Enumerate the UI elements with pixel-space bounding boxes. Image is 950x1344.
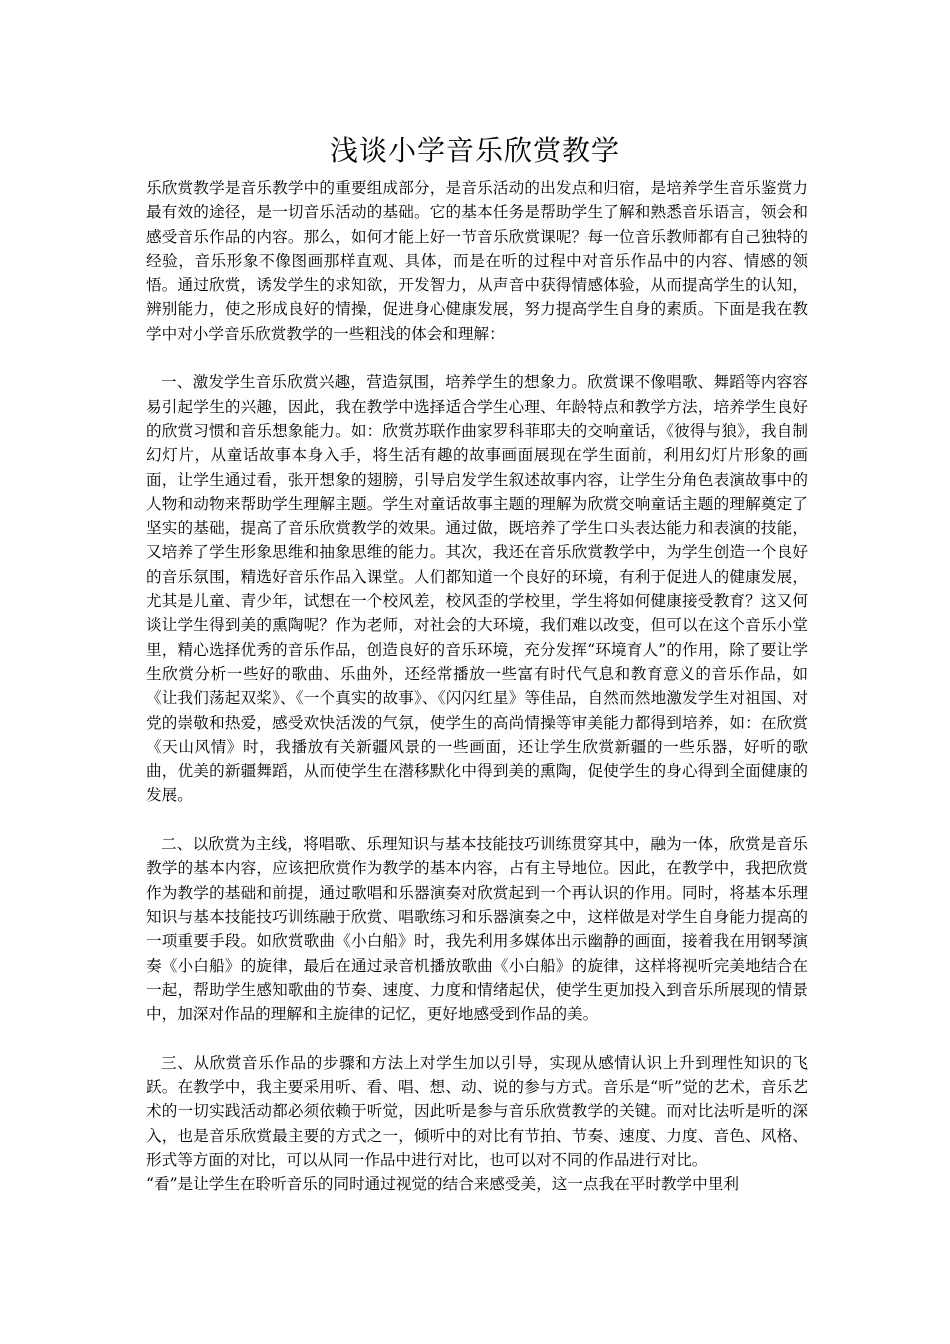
- paragraph-look: “看”是让学生在聆听音乐的同时通过视觉的结合来感受美，这一点我在平时教学中里利: [146, 1175, 739, 1194]
- document-body: [146, 176, 808, 1196]
- paragraph-section-two: 二、以欣赏为主线，将唱歌、乐理知识与基本技能技巧训练贯穿其中，融为一体，欣赏是音乐教学的基本内容，应该把欣赏作为教学的基本内容，占有主导地位。因此，在教学中，我把欣赏作为教学的基础和前提，通过歌唱和乐器演奏对欣赏起到一个再认识的作用。同时，将基本乐理知识与基本技能技巧训练融于欣赏、唱歌练习和乐器演奏之中，这样做是对学生自身能力提高的一项重要手段。如欣赏歌曲《小白船》时，我先利用多媒体出示幽静的画面，接着我在用钢琴演奏《小白船》的旋律，最后在通过录音机播放歌曲《小白船》的旋律，这样将视听完美地结合在一起，帮助学生感知歌曲的节奏、速度、力度和情绪起伏，使学生更加投入到音乐所展现的情景中，加深对作品的理解和主旋律的记忆，更好地感受到作品的美。: [146, 835, 808, 1024]
- paragraph-section-three: 三、从欣赏音乐作品的步骤和方法上对学生加以引导，实现从感情认识上升到理性知识的飞跃。在教学中，我主要采用听、看、唱、想、动、说的参与方式。音乐是“听”觉的艺术，音乐艺术的一切实践活动都必须依赖于听觉，因此听是参与音乐欣赏教学的关键。而对比法听是听的深入，也是音乐欣赏最主要的方式之一，倾听中的对比有节拍、节奏、速度、力度、音色、风格、形式等方面的对比，可以从同一作品中进行对比，也可以对不同的作品进行对比。: [146, 1053, 808, 1169]
- paragraph-section-one: 一、激发学生音乐欣赏兴趣，营造氛围，培养学生的想象力。欣赏课不像唱歌、舞蹈等内容容易引起学生的兴趣，因此，我在教学中选择适合学生心理、年龄特点和教学方法，培养学生良好的欣赏习惯和音乐想象能力。如：欣赏苏联作曲家罗科菲耶夫的交响童话，《彼得与狼》，我自制幻灯片，从童话故事本身入手，将生活有趣的故事画面展现在学生面前，利用幻灯片形象的画面，让学生通过看，张开想象的翅膀，引导启发学生叙述故事内容，让学生分角色表演故事中的人物和动物来帮助学生理解主题。学生对童话故事主题的理解为欣赏交响童话主题的理解奠定了坚实的基础，提高了音乐欣赏教学的效果。通过做，既培养了学生口头表达能力和表演的技能，又培养了学生形象思维和抽象思维的能力。其次，我还在音乐欣赏教学中，为学生创造一个良好的音乐氛围，精选好音乐作品入课堂。人们都知道一个良好的环境，有利于促进人的健康发展，尤其是儿童、青少年，试想在一个校风差，校风歪的学校里，学生将如何健康接受教育？这又何谈让学生得到美的熏陶呢？作为老师，对社会的大环境，我们难以改变，但可以在这个音乐小堂里，精心选择优秀的音乐作品，创造良好的音乐环境，充分发挥“环境育人”的作用，除了要让学生欣赏分析一些好的歌曲、乐曲外，还经常播放一些富有时代气息和教育意义的音乐作品，如《让我们荡起双桨》、《一个真实的故事》、《闪闪红星》等佳品，自然而然地激发学生对祖国、对党的崇敬和热爱，感受欢快活泼的气氛，使学生的高尚情操等审美能力都得到培养，如：在欣赏《天山风情》时，我播放有关新疆风景的一些画面，还让学生欣赏新疆的一些乐器，好听的歌曲，优美的新疆舞蹈，从而使学生在潜移默化中得到美的熏陶，促使学生的身心得到全面健康的发展。: [146, 373, 808, 805]
- document-title: 浅谈小学音乐欣赏教学: [329, 134, 620, 167]
- paragraph-intro: 乐欣赏教学是音乐教学中的重要组成部分，是音乐活动的出发点和归宿，是培养学生音乐鉴赏力最有效的途径，是一切音乐活动的基础。它的基本任务是帮助学生了解和熟悉音乐语言，领会和感受音乐作品的内容。那么，如何才能上好一节音乐欣赏课呢？每一位音乐教师都有自己独特的经验，音乐形象不像图画那样直观、具体，而是在听的过程中对音乐作品中的内容、情感的领悟。通过欣赏，诱发学生的求知欲，开发智力，从声音中获得情感体验，从而提高学生的认知，辨别能力，使之形成良好的情操，促进身心健康发展，努力提高学生自身的素质。下面是我在教学中对小学音乐欣赏教学的一些粗浅的体会和理解：: [146, 179, 808, 343]
